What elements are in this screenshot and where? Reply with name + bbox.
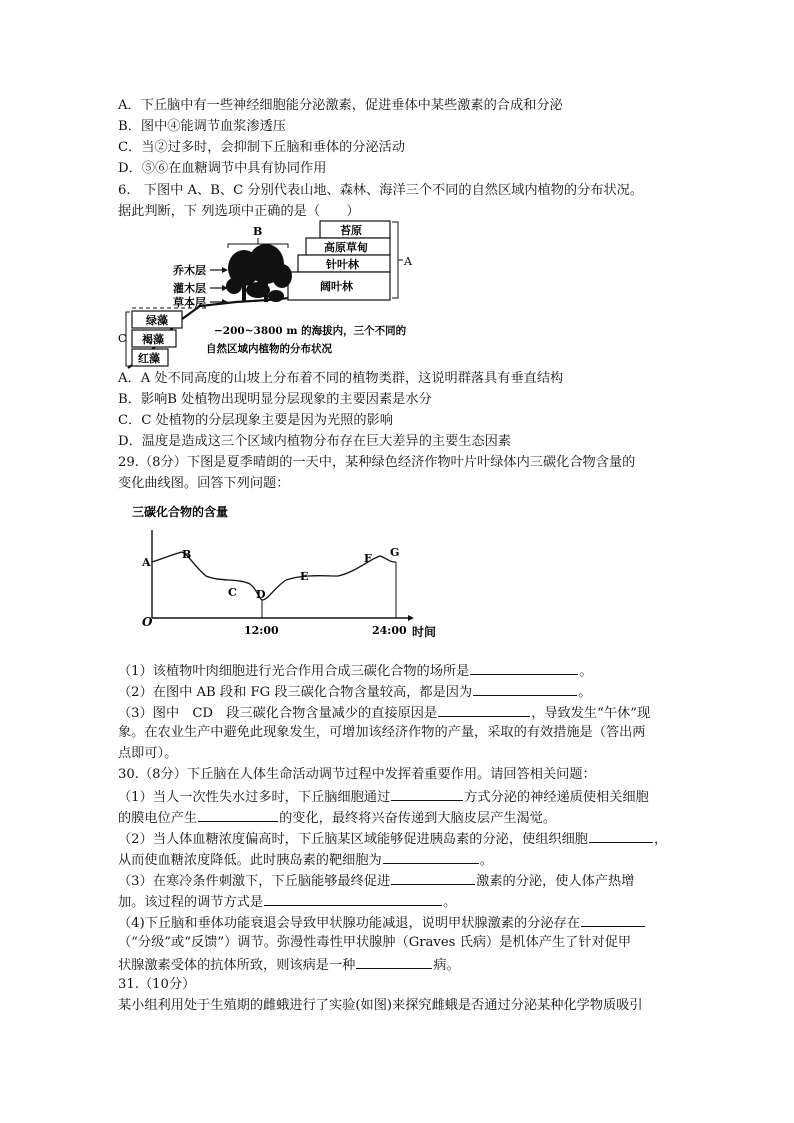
q30-line8: （“分级”或“反馈”）调节。弥漫性毒性甲状腺肿（Graves 氏病）是机体产生了针对促甲 — [118, 935, 632, 950]
answer-blank[interactable] — [589, 828, 653, 843]
figure-caption-line2: 自然区域内植物的分布状况 — [206, 343, 332, 355]
algae-red: 红藻 — [138, 352, 160, 365]
answer-blank[interactable] — [391, 870, 475, 885]
q29-sub1: （1）该植物叶肉细胞进行光合作用合成三碳化合物的场所是 。 — [118, 660, 592, 682]
answer-blank[interactable] — [356, 954, 432, 969]
q30-line7: （4)下丘脑和垂体功能衰退会导致甲状腺功能减退，说明甲状腺激素的分泌存在 — [118, 912, 646, 934]
q5-option-c: C．当②过多时，会抑制下丘脑和垂体的分泌活动 — [118, 140, 406, 155]
answer-blank[interactable] — [470, 660, 578, 675]
layer-shrub: 灌木层 — [173, 282, 206, 295]
point-label-b: B — [182, 548, 192, 561]
algae-brown: 褐藻 — [142, 333, 164, 346]
q31-stem: 31.（10分） — [118, 977, 196, 992]
algae-green: 绿藻 — [146, 314, 168, 327]
point-label-e: E — [300, 570, 309, 583]
q31-line1: 某小组利用处于生殖期的雌蛾进行了实验(如图)来探究雌蛾是否通过分泌某种化学物质吸引 — [118, 998, 643, 1013]
zone-conifer-forest: 针叶林 — [326, 258, 359, 271]
answer-blank[interactable] — [198, 807, 278, 822]
q29-sub3-line2: 象。在农业生产中避免此现象发生，可增加该经济作物的产量，采取的有效措施是（答出两 — [118, 725, 646, 740]
label-a: A — [404, 255, 412, 268]
answer-blank[interactable] — [383, 849, 479, 864]
q6-stem-line2: 据此判断，下 列选项中正确的是（ ） — [118, 204, 360, 219]
point-label-f: F — [364, 552, 372, 565]
point-label-a: A — [142, 556, 151, 569]
answer-blank[interactable] — [473, 681, 577, 696]
q6-vegetation-figure — [118, 220, 418, 370]
q5-option-b: B．图中④能调节血浆渗透压 — [118, 119, 286, 134]
q6-option-d: D．温度是造成这三个区域内植物分布存在巨大差异的主要生态因素 — [118, 434, 512, 449]
q6-option-c: C．C 处植物的分层现象主要是因为光照的影响 — [118, 413, 393, 428]
q30-line3: （2）当人体血糖浓度偏高时，下丘脑某区域能够促进胰岛素的分泌，使组织细胞 ， — [118, 828, 667, 850]
zone-tundra: 苔原 — [340, 224, 362, 237]
q6-stem-line1: 6. 下图中 A、B、C 分别代表山地、森林、海洋三个不同的自然区域内植物的分布状况。 — [118, 183, 644, 198]
q29-c3-curve-chart — [128, 500, 448, 648]
label-b: B — [253, 225, 263, 238]
tick-24: 24:00 — [372, 624, 407, 637]
answer-blank[interactable] — [581, 912, 645, 927]
q5-option-d: D．⑤⑥在血糖调节中具有协同作用 — [118, 161, 327, 176]
q29-sub3-line1: （3）图中 CD 段三碳化合物含量减少的直接原因是 ，导致发生“午休”现 — [118, 702, 650, 724]
q6-option-b: B．影响B 处植物出现明显分层现象的主要因素是水分 — [118, 392, 432, 407]
q30-line6: 加。该过程的调节方式是 。 — [118, 891, 456, 913]
q29-sub2: （2）在图中 AB 段和 FG 段三碳化合物含量较高，都是因为 。 — [118, 681, 591, 703]
q30-line4: 从而使血糖浓度降低。此时胰岛素的靶细胞为 。 — [118, 849, 493, 871]
origin-label: O — [142, 615, 153, 629]
chart-ylabel: 三碳化合物的含量 — [132, 505, 229, 519]
q29-stem-line2: 变化曲线图。回答下列问题： — [118, 476, 290, 491]
answer-blank[interactable] — [391, 786, 463, 801]
tick-12: 12:00 — [244, 624, 279, 637]
q6-option-a: A．A 处不同高度的山坡上分布着不同的植物类群，这说明群落具有垂直结构 — [118, 371, 564, 386]
chart-xlabel: 时间 — [412, 625, 437, 639]
answer-blank[interactable] — [438, 702, 530, 717]
algae-zones — [132, 311, 182, 366]
q30-line1: （1）当人一次性失水过多时，下丘脑细胞通过 方式分泌的神经递质使相关细胞 — [118, 786, 649, 808]
q29-stem-line1: 29.（8分）下图是夏季晴朗的一天中，某种绿色经济作物叶片叶绿体内三碳化合物含量的 — [118, 455, 636, 470]
layer-herb: 草本层 — [173, 296, 206, 309]
q30-stem: 30.（8分）下丘脑在人体生命活动调节过程中发挥着重要作用。请回答相关问题： — [118, 767, 596, 782]
forest-trees — [226, 244, 292, 302]
q30-line5: （3）在寒冷条件刺激下，下丘脑能够最终促进 激素的分泌，使人体产热增 — [118, 870, 634, 892]
q5-option-a: A．下丘脑中有一些神经细胞能分泌激素，促进垂体中某些激素的合成和分泌 — [118, 98, 563, 113]
point-label-d: D — [256, 588, 266, 601]
q29-sub3-line3: 点即可）。 — [118, 746, 178, 761]
label-c: C — [118, 332, 127, 345]
mountain-zones — [288, 221, 390, 300]
q30-line9: 状腺激素受体的抗体所致，则该病是一种 病。 — [118, 954, 460, 976]
q30-line2: 的膜电位产生 的变化，最终将兴奋传递到大脑皮层产生渴觉。 — [118, 807, 556, 829]
answer-blank[interactable] — [264, 891, 442, 906]
zone-alpine-meadow: 高原草甸 — [324, 241, 368, 254]
figure-caption-line1: −200~3800 m 的海拔内，三个不同的 — [214, 325, 407, 337]
layer-tree: 乔木层 — [173, 264, 206, 277]
point-label-g: G — [390, 546, 400, 559]
point-label-c: C — [228, 586, 237, 599]
zone-broadleaf-forest: 阔叶林 — [320, 280, 353, 293]
